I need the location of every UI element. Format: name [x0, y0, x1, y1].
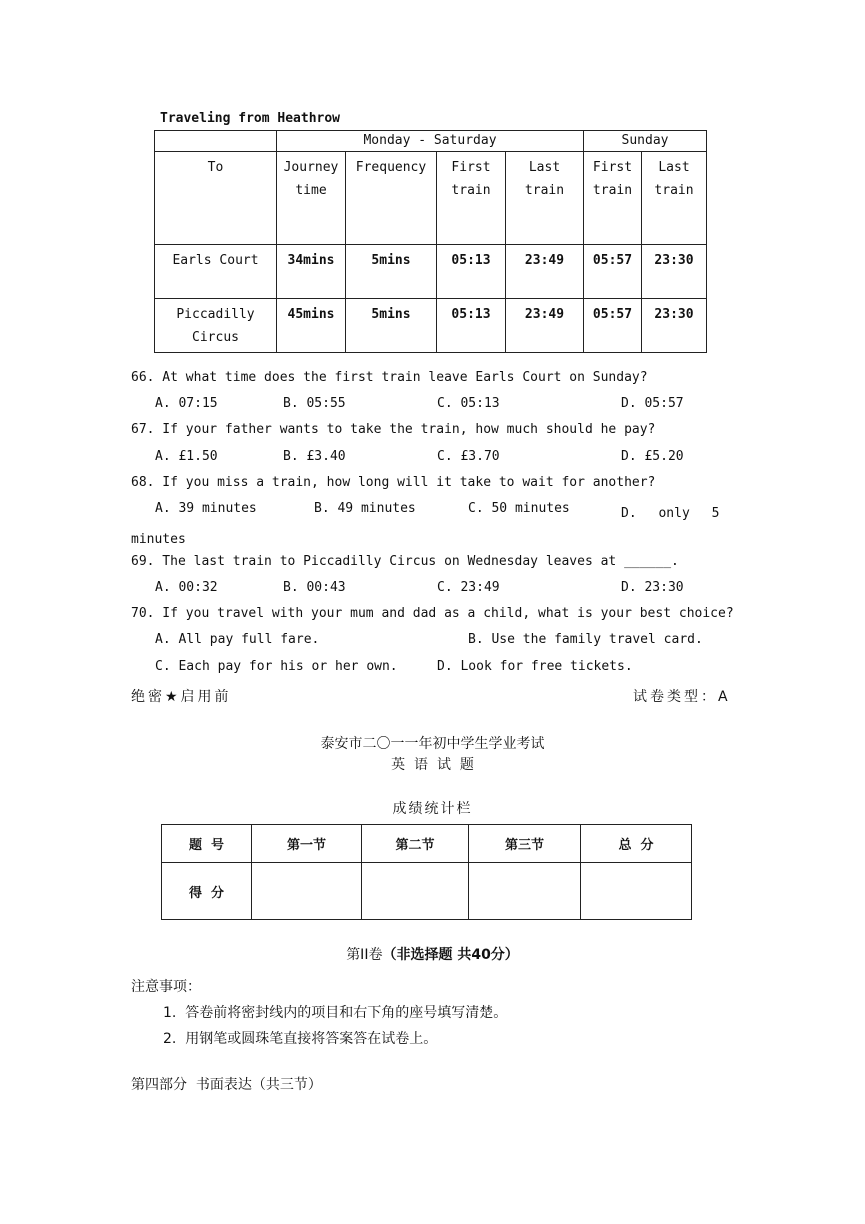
- section-title-bold: （非选择题 共40分）: [382, 947, 519, 963]
- destination-cell: Piccadilly Circus: [155, 299, 277, 353]
- col-header-frequency: Frequency: [346, 152, 437, 245]
- col-header-sunday-last-train: Last train: [642, 152, 707, 245]
- section-title: [0, 944, 865, 964]
- notice-item: 1. 答卷前将密封线内的项目和右下角的座号填写清楚。: [163, 1005, 508, 1021]
- first-train-cell: 05:13: [437, 245, 506, 299]
- timetable: [154, 130, 707, 353]
- col-header-journey-time: Journey time: [277, 152, 346, 245]
- option-67-c: C. £3.70: [437, 449, 500, 464]
- last-train-cell: 23:49: [506, 299, 584, 353]
- last-train-cell: 23:49: [506, 245, 584, 299]
- score-row-label: 得 分: [162, 863, 252, 920]
- option-68-c: C. 50 minutes: [468, 501, 570, 516]
- sunday-last-train-cell: 23:30: [642, 245, 707, 299]
- option-68-d: D. only 5 minutes: [131, 506, 720, 547]
- score-header-section-3: 第三节: [469, 825, 581, 863]
- score-cell[interactable]: [581, 863, 692, 920]
- subject-title: 英 语 试 题: [391, 757, 474, 773]
- option-66-d: D. 05:57: [621, 396, 684, 411]
- table-row: [155, 299, 707, 353]
- exam-title: 泰安市二〇一一年初中学生学业考试: [320, 736, 545, 752]
- option-67-a: A. £1.50: [155, 449, 218, 464]
- option-69-d: D. 23:30: [621, 580, 684, 595]
- option-66-c: C. 05:13: [437, 396, 500, 411]
- score-cell[interactable]: [362, 863, 469, 920]
- table-row: [155, 245, 707, 299]
- option-68-a: A. 39 minutes: [155, 501, 257, 516]
- option-70-c: C. Each pay for his or her own.: [155, 659, 398, 674]
- question-66: 66. At what time does the first train leave Earls Court on Sunday?: [131, 370, 648, 385]
- part-title: 第四部分 书面表达（共三节）: [131, 1077, 322, 1093]
- score-title: 成绩统计栏: [392, 801, 473, 817]
- option-68-b: B. 49 minutes: [314, 501, 416, 516]
- score-header-total: 总 分: [581, 825, 692, 863]
- frequency-cell: 5mins: [346, 299, 437, 353]
- destination-cell: Earls Court: [155, 245, 277, 299]
- score-header-item: 题 号: [162, 825, 252, 863]
- option-70-b: B. Use the family travel card.: [468, 632, 703, 647]
- option-70-d: D. Look for free tickets.: [437, 659, 633, 674]
- option-66-b: B. 05:55: [283, 396, 346, 411]
- question-69: 69. The last train to Piccadilly Circus on Wednesday leaves at ______.: [131, 554, 679, 569]
- timetable-caption: Traveling from Heathrow: [160, 111, 341, 126]
- col-header-to: To: [155, 152, 277, 245]
- score-header-section-2: 第二节: [362, 825, 469, 863]
- score-cell[interactable]: [252, 863, 362, 920]
- question-70: 70. If you travel with your mum and dad as a child, what is your best choice?: [131, 606, 734, 621]
- frequency-cell: 5mins: [346, 245, 437, 299]
- paper-type-label: 试卷类型：A: [633, 689, 731, 705]
- timetable-corner-cell: [155, 131, 277, 152]
- notice-title: 注意事项：: [131, 979, 201, 995]
- question-68: 68. If you miss a train, how long will it take to wait for another?: [131, 475, 656, 490]
- journey-time-cell: 45mins: [277, 299, 346, 353]
- sunday-first-train-cell: 05:57: [584, 299, 642, 353]
- score-cell[interactable]: [469, 863, 581, 920]
- option-67-d: D. £5.20: [621, 449, 684, 464]
- sunday-first-train-cell: 05:57: [584, 245, 642, 299]
- option-69-a: A. 00:32: [155, 580, 218, 595]
- sunday-last-train-cell: 23:30: [642, 299, 707, 353]
- score-table: [161, 824, 692, 920]
- first-train-cell: 05:13: [437, 299, 506, 353]
- option-70-a: A. All pay full fare.: [155, 632, 320, 647]
- col-header-last-train: Last train: [506, 152, 584, 245]
- question-67: 67. If your father wants to take the train, how much should he pay?: [131, 422, 656, 437]
- option-66-a: A. 07:15: [155, 396, 218, 411]
- weekday-group-header: Monday - Saturday: [277, 131, 584, 152]
- journey-time-cell: 34mins: [277, 245, 346, 299]
- col-header-sunday-first-train: First train: [584, 152, 642, 245]
- option-69-b: B. 00:43: [283, 580, 346, 595]
- notice-item: 2. 用钢笔或圆珠笔直接将答案答在试卷上。: [163, 1031, 438, 1047]
- option-69-c: C. 23:49: [437, 580, 500, 595]
- confidential-label: 绝密★启用前: [131, 689, 232, 705]
- section-title-plain: 第II卷: [346, 947, 383, 963]
- score-header-section-1: 第一节: [252, 825, 362, 863]
- sunday-group-header: Sunday: [584, 131, 707, 152]
- col-header-first-train: First train: [437, 152, 506, 245]
- option-67-b: B. £3.40: [283, 449, 346, 464]
